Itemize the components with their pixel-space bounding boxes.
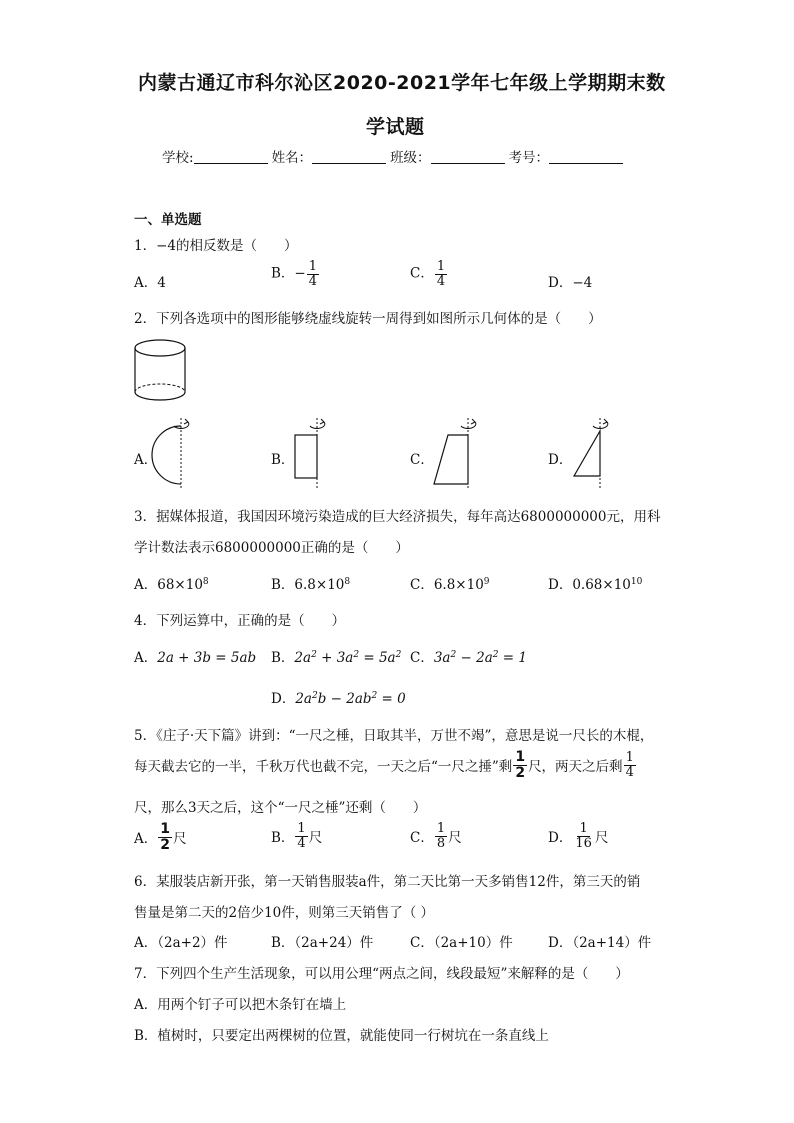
fraction-numerator: 1 <box>625 750 634 766</box>
fraction-denominator: 2 <box>515 764 526 781</box>
q4-exponent: 2 <box>311 691 318 701</box>
school-label: 学校: <box>162 150 194 166</box>
q2-stem: 2．下列各选项中的图形能够绕虚线旋转一周得到如图所示几何体的是（ ） <box>134 311 602 327</box>
q4-option-c-term3: = 1 <box>498 650 527 666</box>
q5-option-d-unit: 尺 <box>594 830 609 847</box>
fraction-numerator: 1 <box>515 749 526 765</box>
q4-option-d-term3: = 0 <box>377 691 406 707</box>
q3-option-d <box>548 573 642 593</box>
q4-option-c-expression <box>434 650 527 666</box>
fraction-denominator: 2 <box>160 836 170 853</box>
fraction-numerator: 1 <box>436 259 446 274</box>
school-blank <box>194 149 268 164</box>
q1-option-c <box>410 260 448 288</box>
q5-stem-line2 <box>134 750 637 780</box>
triangle-figure <box>570 416 620 490</box>
q2-option-d: D． <box>548 452 573 468</box>
page-title-line1: 内蒙古通辽市科尔沁区2020-2021学年七年级上学期期末数 <box>138 72 666 94</box>
q5-option-a-label: A． <box>134 831 158 848</box>
q3-stem-line1: 3．据媒体报道，我国因环境污染造成的巨大经济损失，每年高达6800000000元，用科 <box>134 509 661 525</box>
q4-exponent: 2 <box>492 650 499 660</box>
fraction-numerator: 1 <box>297 821 306 836</box>
q5-option-c <box>410 822 462 850</box>
fraction-denominator: 4 <box>625 764 634 780</box>
trapezoid-figure <box>430 416 480 490</box>
q4-option-a-expression: 2a + 3b = 5ab <box>157 650 257 666</box>
q3-option-c <box>410 573 490 593</box>
q3-option-b-exponent: 8 <box>344 577 351 587</box>
q4-exponent: 2 <box>311 650 317 660</box>
q2-option-a: A． <box>134 452 158 468</box>
q1-option-b-fraction <box>307 260 319 288</box>
q5-line2-text-a: 每天截去它的一半，千秋万代也截不完，一天之后“一尺之捶”剩 <box>134 759 513 776</box>
q5-fraction-half <box>513 750 527 780</box>
q5-option-d <box>548 822 608 850</box>
q4-option-b-term1: 2a <box>294 650 312 666</box>
q5-option-a <box>134 822 187 852</box>
q7-option-b: B．植树时，只要定出两棵树的位置，就能使同一行树坑在一条直线上 <box>134 1028 549 1044</box>
q4-option-b <box>271 646 401 666</box>
q4-option-c-term1: 3a <box>433 650 451 666</box>
q1-option-c-label: C． <box>410 265 434 282</box>
q4-option-c-term2: − 2a <box>456 650 493 666</box>
student-info-line <box>162 146 627 166</box>
q4-exponent: 2 <box>395 650 402 660</box>
q5-stem-line3: 尺，那么3天之后，这个“一尺之棰”还剩（ ） <box>134 800 427 816</box>
rectangle-figure <box>292 416 332 490</box>
semicircle-figure <box>150 416 200 490</box>
q6-option-b: B．（2a+24）件 <box>271 935 374 951</box>
q6-stem-line2: 售量是第二天的2倍少10件，则第三天销售了（ ） <box>134 905 435 921</box>
q2-option-c: C． <box>410 452 434 468</box>
q5-option-c-label: C． <box>410 830 434 847</box>
q5-option-a-fraction <box>158 822 172 852</box>
q1-option-d: D．−4 <box>548 275 593 291</box>
q4-option-b-term3: = 5a <box>359 650 396 666</box>
fraction-numerator: 1 <box>160 821 170 837</box>
name-blank <box>312 149 386 164</box>
q7-option-a: A．用两个钉子可以把木条钉在墙上 <box>134 997 347 1013</box>
q4-exponent: 2 <box>353 650 360 660</box>
section-heading: 一、单选题 <box>134 212 202 228</box>
q1-option-b-label: B．− <box>271 265 306 282</box>
q3-option-b <box>271 573 350 593</box>
q7-stem: 7．下列四个生产生活现象，可以用公理“两点之间，线段最短”来解释的是（ ） <box>134 966 629 982</box>
q4-option-c <box>410 646 527 666</box>
q3-option-a-text: A．68×10 <box>134 577 203 593</box>
q3-option-c-exponent: 9 <box>483 577 490 587</box>
q5-option-a-unit: 尺 <box>173 831 187 848</box>
q1-option-c-fraction <box>435 260 447 288</box>
q4-option-b-expression <box>294 650 401 666</box>
q4-option-b-term2: + 3a <box>316 650 354 666</box>
q3-option-a-exponent: 8 <box>202 577 209 587</box>
q5-option-b-label: B． <box>271 830 295 847</box>
q6-option-a: A．（2a+2）件 <box>134 935 228 951</box>
q6-option-c: C．（2a+10）件 <box>410 935 513 951</box>
q3-option-d-text: D．0.68×10 <box>548 577 631 593</box>
q1-stem: 1．−4的相反数是（ ） <box>134 238 298 254</box>
q5-option-c-unit: 尺 <box>448 830 462 847</box>
q5-stem-line1: 5．《庄子·天下篇》讲到：“一尺之棰，日取其半，万世不竭”，意思是说一尺长的木棍， <box>134 728 654 744</box>
fraction-denominator: 4 <box>297 835 306 851</box>
q4-option-a <box>134 646 256 666</box>
fraction-denominator: 16 <box>575 835 592 851</box>
fraction-denominator: 4 <box>308 273 318 289</box>
q4-option-d-label: D． <box>271 691 296 707</box>
fraction-numerator: 1 <box>308 259 318 274</box>
q4-option-b-label: B． <box>271 650 295 666</box>
fraction-numerator: 1 <box>436 821 446 836</box>
number-blank <box>549 149 623 164</box>
fraction-numerator: 1 <box>579 821 588 836</box>
page-title-line2: 学试题 <box>366 116 425 138</box>
fraction-denominator: 4 <box>436 273 446 289</box>
q4-option-a-label: A． <box>134 650 158 666</box>
q6-stem-line1: 6．某服装店新开张，第一天销售服装a件，第二天比第一天多销售12件，第三天的销 <box>134 874 641 890</box>
class-label: 班级： <box>390 150 431 166</box>
q3-option-b-text: B．6.8×10 <box>271 577 345 593</box>
q5-option-d-fraction <box>573 822 594 850</box>
q1-option-b <box>271 260 320 288</box>
q1-option-a: A．4 <box>134 275 166 291</box>
q4-option-d-expression <box>295 691 405 707</box>
q4-stem: 4．下列运算中，正确的是（ ） <box>134 613 346 629</box>
q5-option-b-fraction <box>295 822 307 850</box>
cylinder-figure <box>134 338 194 410</box>
q4-option-d-term1: 2a <box>295 691 312 707</box>
q3-stem-line2: 学计数法表示6800000000正确的是（ ） <box>134 540 409 556</box>
q4-option-d <box>271 687 406 707</box>
q3-option-d-exponent: 10 <box>630 577 643 587</box>
number-label: 考号： <box>508 150 550 166</box>
class-blank <box>431 149 505 164</box>
q4-exponent: 2 <box>371 691 378 701</box>
q6-option-d: D．（2a+14）件 <box>548 935 652 951</box>
q4-option-c-label: C． <box>410 650 434 666</box>
q5-line2-text-b: 尺，两天之后剩 <box>528 759 623 776</box>
name-label: 姓名： <box>271 150 313 166</box>
q3-option-c-text: C．6.8×10 <box>410 577 484 593</box>
q4-option-d-term2: b − 2ab <box>317 691 372 707</box>
q5-option-b-unit: 尺 <box>308 830 323 847</box>
q4-exponent: 2 <box>450 650 457 660</box>
q5-fraction-quarter <box>624 751 636 779</box>
q5-option-d-label: D． <box>548 830 573 847</box>
q3-option-a <box>134 573 209 593</box>
q2-option-b: B． <box>271 452 295 468</box>
q5-option-c-fraction <box>435 822 447 850</box>
fraction-denominator: 8 <box>436 835 446 851</box>
q5-option-b <box>271 822 322 850</box>
